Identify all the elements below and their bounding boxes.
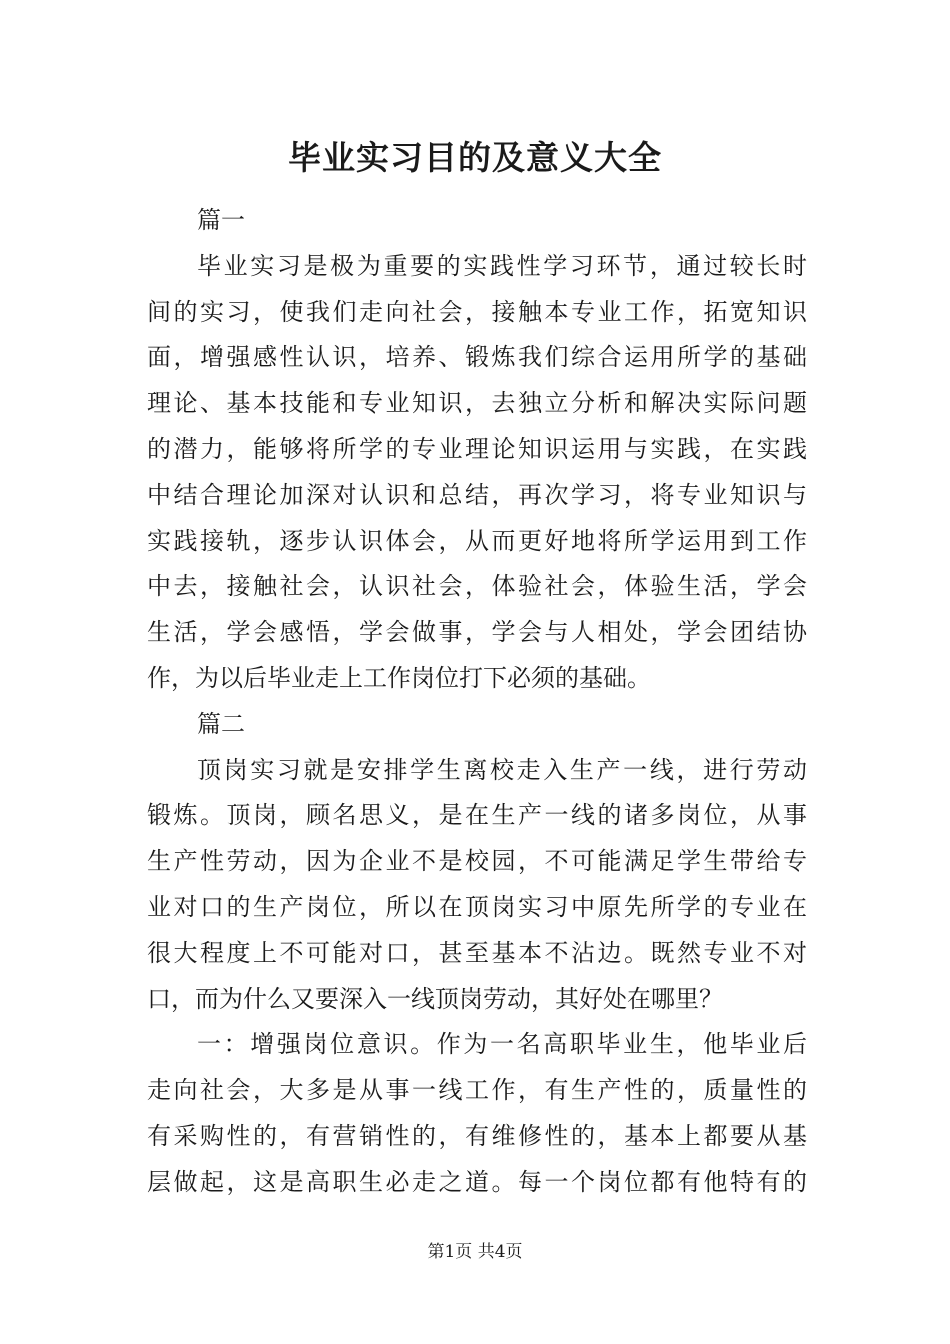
body-line: 生产性劳动，因为企业不是校园，不可能满足学生带给专 (147, 847, 807, 876)
body-line: 作，为以后毕业走上工作岗位打下必须的基础。 (147, 663, 651, 692)
body-line: 中结合理论加深对认识和总结，再次学习，将专业知识与 (147, 480, 807, 509)
body-line: 有采购性的，有营销性的，有维修性的，基本上都要从基 (147, 1121, 807, 1150)
document-title: 毕业实习目的及意义大全 (288, 138, 662, 177)
document-body (147, 198, 807, 1206)
section-heading-1: 篇一 (197, 206, 245, 234)
body-line: 的潜力，能够将所学的专业理论知识运用与实践，在实践 (147, 434, 807, 463)
body-line: 顶岗实习就是安排学生离校走入生产一线，进行劳动 (197, 755, 807, 784)
body-line: 实践接轨，逐步认识体会，从而更好地将所学运用到工作 (147, 526, 807, 555)
body-line: 锻炼。顶岗，顾名思义，是在生产一线的诸多岗位，从事 (147, 801, 807, 830)
body-line: 口，而为什么又要深入一线顶岗劳动，其好处在哪里？ (147, 984, 723, 1013)
body-line: 业对口的生产岗位，所以在顶岗实习中原先所学的专业在 (147, 892, 807, 921)
page-number: 第1页 共4页 (427, 1242, 523, 1262)
body-line: 走向社会，大多是从事一线工作，有生产性的，质量性的 (147, 1076, 807, 1105)
body-line: 毕业实习是极为重要的实践性学习环节，通过较长时 (197, 251, 807, 280)
body-line: 面，增强感性认识，培养、锻炼我们综合运用所学的基础 (147, 343, 807, 372)
body-line: 一：增强岗位意识。作为一名高职毕业生，他毕业后 (197, 1030, 807, 1059)
body-line: 生活，学会感悟，学会做事，学会与人相处，学会团结协 (147, 618, 807, 647)
body-line: 层做起，这是高职生必走之道。每一个岗位都有他特有的 (147, 1167, 807, 1196)
body-line: 中去，接触社会，认识社会，体验社会，体验生活，学会 (147, 572, 807, 601)
section-heading-2: 篇二 (197, 709, 245, 738)
body-line: 理论、基本技能和专业知识，去独立分析和解决实际问题 (147, 389, 807, 418)
body-line: 很大程度上不可能对口，甚至基本不沾边。既然专业不对 (147, 938, 807, 967)
body-line: 间的实习，使我们走向社会，接触本专业工作，拓宽知识 (147, 297, 807, 326)
